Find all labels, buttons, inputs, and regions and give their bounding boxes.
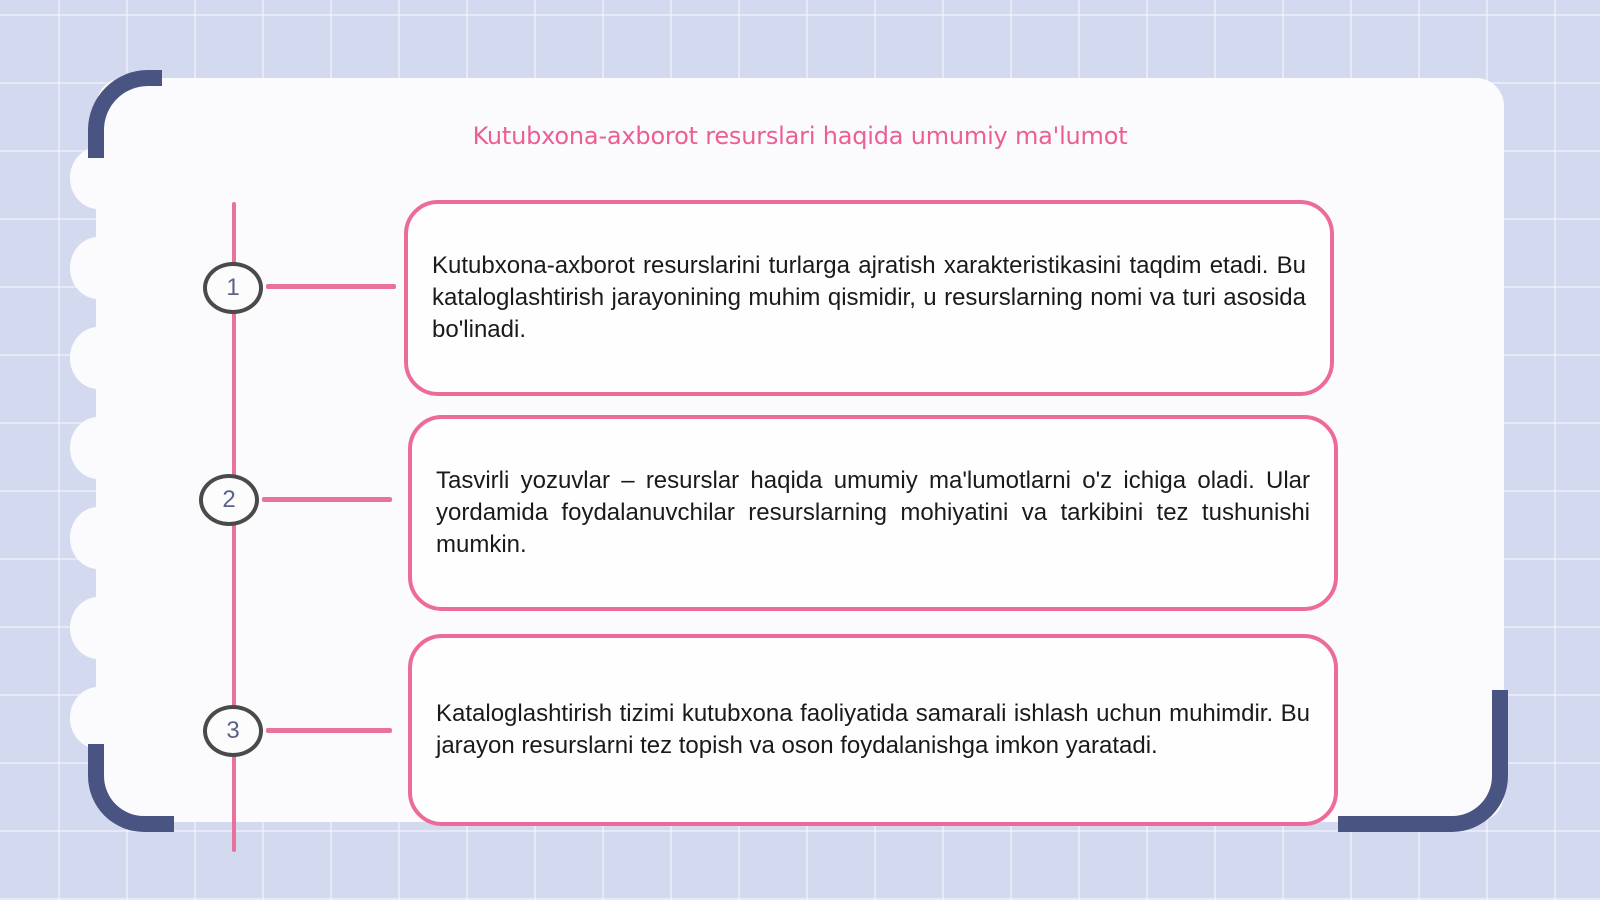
- sheet-scallop: [70, 417, 126, 479]
- sheet-scallop: [70, 687, 126, 749]
- timeline-card-text: Kataloglashtirish tizimi kutubxona faoliyatida samarali ishlash uchun muhimdir. Bu jarayon resurslarni tez topish va oson foydalanishga imkon yaratadi.: [436, 700, 1310, 759]
- timeline-card-1: [404, 200, 1334, 396]
- sheet-scallop: [70, 237, 126, 299]
- timeline-card-2: [408, 415, 1338, 611]
- frame-corner-bottom-right: [1338, 690, 1508, 832]
- sheet-scallop: [70, 507, 126, 569]
- timeline-card-text: Tasvirli yozuvlar – resurslar haqida umumiy ma'lumotlarni o'z ichiga oladi. Ular yordamida foydalanuvchilar resurslarning mohiyatini va tarkibini tez tushunishi mumkin.: [436, 467, 1310, 558]
- sheet-scallop: [70, 327, 126, 389]
- frame-corner-top-left: [88, 70, 162, 158]
- sheet-scallop: [70, 597, 126, 659]
- timeline-number-3: 3: [203, 705, 263, 757]
- slide-title: Kutubxona-axborot resurslari haqida umumiy ma'lumot: [472, 122, 1128, 150]
- timeline-connector: [266, 284, 396, 289]
- frame-corner-bottom-left: [88, 744, 174, 832]
- timeline-connector: [262, 497, 392, 502]
- timeline-number-2: 2: [199, 474, 259, 526]
- timeline-connector: [266, 728, 392, 733]
- timeline-number-1: 1: [203, 262, 263, 314]
- timeline-card-text: Kutubxona-axborot resurslarini turlarga ajratish xarakteristikasini taqdim etadi. Bu kataloglashtirish jarayonining muhim qismidir, u resurslarning nomi va turi asosida bo'linadi.: [432, 252, 1306, 343]
- timeline-card-3: [408, 634, 1338, 826]
